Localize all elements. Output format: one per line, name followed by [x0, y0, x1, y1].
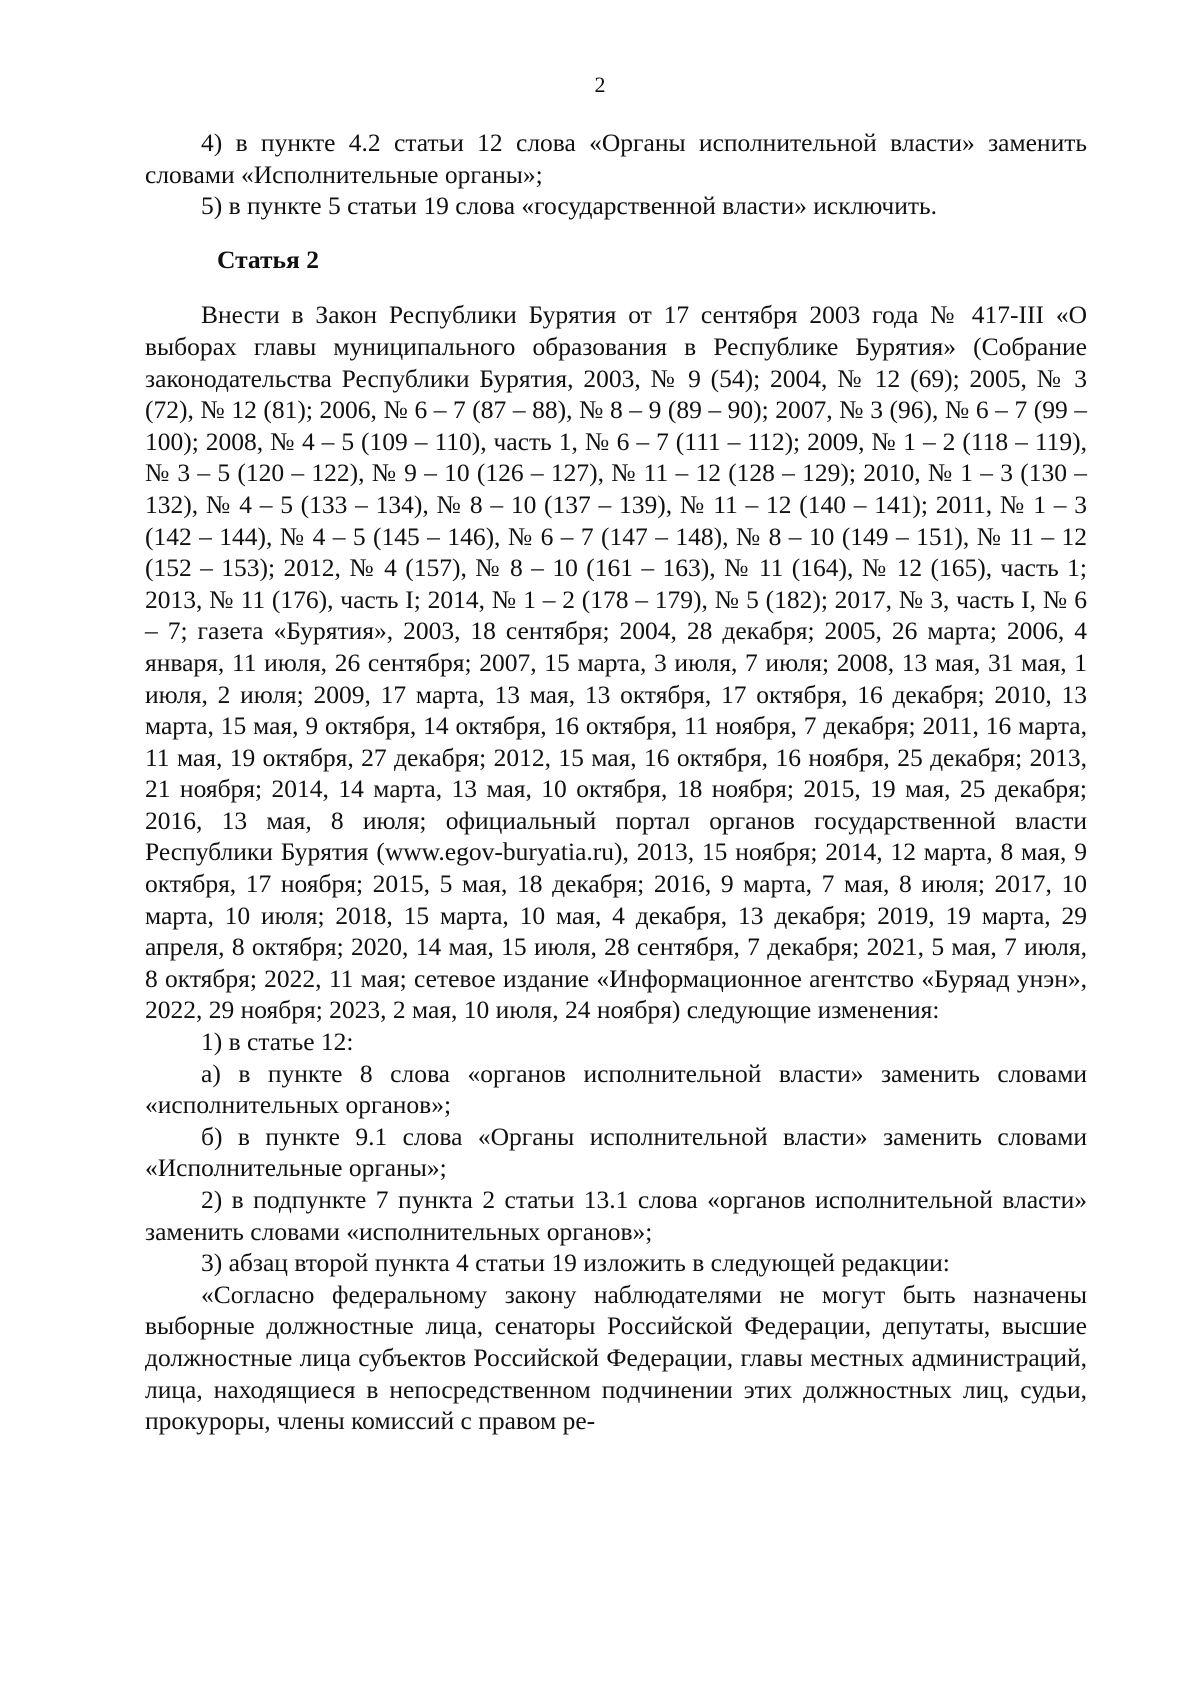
paragraph-item-4: 4) в пункте 4.2 статьи 12 слова «Органы исполнительной власти» заменить словами «Исполнительные органы»;: [145, 128, 1087, 189]
amendment-3: 3) абзац второй пункта 4 статьи 19 изложить в следующей редакции:: [201, 1248, 950, 1278]
amendment-1b: б) в пункте 9.1 слова «Органы исполнительной власти» заменить словами «Исполнительные органы»;: [145, 1121, 1087, 1183]
paragraph-item-5: 5) в пункте 5 статьи 19 слова «государственной власти» исключить.: [201, 191, 938, 221]
amendment-3-quote: «Согласно федеральному закону наблюдателями не могут быть назначены выборные должностные лица, сенаторы Российской Федерации, депутаты, высшие должностные лица субъектов Российской Федерации, главы местных администраций, лица, находящиеся в непосредственном подчинении этих должностных лиц, судьи, прокуроры, члены комиссий с правом ре-: [145, 1279, 1087, 1436]
article-heading: Статья 2: [217, 244, 319, 274]
amendment-1: 1) в статье 12:: [201, 1027, 354, 1057]
amendment-1a: а) в пункте 8 слова «органов исполнительной власти» заменить словами «исполнительных органов»;: [145, 1058, 1087, 1120]
intro-paragraph: Внести в Закон Республики Бурятия от 17 сентября 2003 года № 417-III «О выборах главы муниципального образования в Республике Бурятия» (Собрание законодательства Республики Бурятия, 2003, № 9 (54); 2004, № 12 (69); 2005, № 3 (72), № 12 (81); 2006, № 6 – 7 (87 – 88), № 8 – 9 (89 – 90); 2007, № 3 (96), № 6 – 7 (99 – 100); 2008, № 4 – 5 (109 – 110), часть 1, № 6 – 7 (111 – 112); 2009, № 1 – 2 (118 – 119), № 3 – 5 (120 – 122), № 9 – 10 (126 – 127), № 11 – 12 (128 – 129); 2010, № 1 – 3 (130 – 132), № 4 – 5 (133 – 134), № 8 – 10 (137 – 139), № 11 – 12 (140 – 141); 2011, № 1 – 3 (142 – 144), № 4 – 5 (145 – 146), № 6 – 7 (147 – 148), № 8 – 10 (149 – 151), № 11 – 12 (152 – 153); 2012, № 4 (157), № 8 – 10 (161 – 163), № 11 (164), № 12 (165), часть 1; 2013, № 11 (176), часть I; 2014, № 1 – 2 (178 – 179), № 5 (182); 2017, № 3, часть I, № 6 – 7; газета «Бурятия», 2003, 18 сентября; 2004, 28 декабря; 2005, 26 марта; 2006, 4 января, 11 июля, 26 сентября; 2007, 15 марта, 3 июля, 7 июля; 2008, 13 мая, 31 мая, 1 июля, 2 июля; 2009, 17 марта, 13 мая, 13 октября, 17 октября, 16 декабря; 2010, 13 марта, 15 мая, 9 октября, 14 октября, 16 октября, 11 ноября, 7 декабря; 2011, 16 марта, 11 мая, 19 октября, 27 декабря; 2012, 15 мая, 16 октября, 16 ноября, 25 декабря; 2013, 21 ноября; 2014, 14 марта, 13 мая, 10 октября, 18 ноября; 2015, 19 мая, 25 декабря; 2016, 13 мая, 8 июля; официальный портал органов государственной власти Республики Бурятия (www.egov-buryatia.ru), 2013, 15 ноября; 2014, 12 марта, 8 мая, 9 октября, 17 ноября; 2015, 5 мая, 18 декабря; 2016, 9 марта, 7 мая, 8 июля; 2017, 10 марта, 10 июля; 2018, 15 марта, 10 мая, 4 декабря, 13 декабря; 2019, 19 марта, 29 апреля, 8 октября; 2020, 14 мая, 15 июля, 28 сентября, 7 декабря; 2021, 5 мая, 7 июля, 8 октября; 2022, 11 мая; сетевое издание «Информационное агентство «Буряад унэн», 2022, 29 ноября; 2023, 2 мая, 10 июля, 24 ноября) следующие изменения:: [145, 300, 1087, 1025]
amendment-2: 2) в подпункте 7 пункта 2 статьи 13.1 слова «органов исполнительной власти» заменить словами «исполнительных органов»;: [145, 1185, 1087, 1246]
page-number: 2: [594, 72, 606, 97]
document-body: [145, 127, 1087, 1437]
